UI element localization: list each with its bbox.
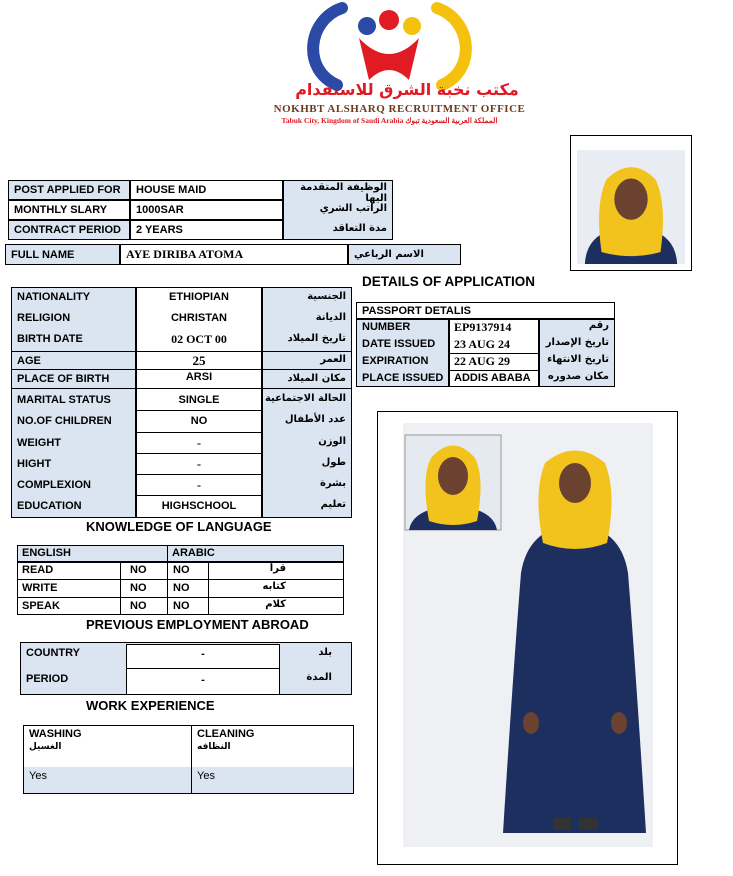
passport-row-value: 23 AUG 24	[454, 337, 511, 351]
full-name-label: FULL NAME	[5, 244, 120, 265]
passport-row-value: ADDIS ABABA	[454, 372, 531, 384]
full-name-value: AYE DIRIBA ATOMA	[120, 244, 348, 265]
personal-row-arabic: الديانة	[315, 312, 346, 323]
passport-title: PASSPORT DETALIS	[356, 302, 615, 319]
employment-heading: PREVIOUS EMPLOYMENT ABROAD	[86, 617, 309, 632]
passport-row-arabic: تاريخ الانتهاء	[547, 354, 609, 365]
personal-row-arabic: عدد الأطفال	[284, 414, 346, 425]
job-row-label: POST APPLIED FOR	[8, 180, 130, 200]
logo-english-name: NOKHBT ALSHARQ RECRUITMENT OFFICE	[273, 103, 526, 115]
employment-row-arabic: بلد	[318, 647, 332, 658]
passport-row-arabic: مكان صدوره	[547, 371, 609, 382]
full-name-arabic: الاسم الرباعي	[348, 244, 461, 265]
personal-row-label: WEIGHT	[17, 437, 61, 449]
personal-row-arabic: الوزن	[318, 436, 346, 447]
language-english-header: ENGLISH	[22, 547, 71, 559]
personal-row-label: EDUCATION	[17, 500, 82, 512]
logo-address: Tabuk City, Kingdom of Saudi Arabia المملكة العربية السعودية تبوك	[281, 116, 498, 125]
personal-row-label: BIRTH DATE	[17, 333, 83, 345]
experience-item-label: CLEANING	[197, 728, 255, 740]
employment-row-value: -	[201, 674, 205, 686]
personal-row-label: MARITAL STATUS	[17, 394, 111, 406]
language-row-label: READ	[22, 564, 54, 576]
passport-row-label: PLACE ISSUED	[362, 372, 444, 384]
job-row-label: MONTHLY SLARY	[8, 200, 130, 220]
experience-heading: WORK EXPERIENCE	[86, 698, 215, 713]
experience-item-arabic: النظافه	[197, 742, 231, 752]
personal-row-value: ARSI	[185, 371, 213, 383]
employment-row-label: PERIOD	[26, 673, 69, 685]
applicant-portrait-photo	[577, 146, 685, 268]
job-row-arabic: الوظيفة المتقدمة اليها	[300, 182, 387, 204]
language-row-label: SPEAK	[22, 600, 60, 612]
experience-item-value: Yes	[197, 770, 215, 782]
employment-row-value: -	[201, 648, 205, 660]
personal-row-label: NO.OF CHILDREN	[17, 415, 112, 427]
passport-row-label: DATE ISSUED	[362, 338, 436, 350]
personal-row-label: PLACE OF BIRTH	[17, 373, 110, 385]
logo-arabic-name: مكتب نخبة الشرق للاستقدام	[295, 80, 519, 99]
passport-photo-frame	[570, 135, 692, 271]
passport-row-label: NUMBER	[362, 321, 411, 333]
personal-row-value: 02 OCT 00	[171, 332, 227, 346]
personal-row-arabic: تعليم	[320, 499, 346, 510]
job-row-arabic: الراتب الشري	[319, 203, 387, 214]
personal-row-label: HIGHT	[17, 458, 52, 470]
job-row-value: 2 YEARS	[130, 220, 283, 240]
experience-item-value: Yes	[29, 770, 47, 782]
personal-row-arabic: الجنسية	[307, 291, 346, 302]
passport-row-value: 22 AUG 29	[454, 354, 511, 368]
passport-row-value: EP9137914	[454, 320, 512, 334]
job-row-arabic: مدة التعاقد	[332, 223, 387, 234]
personal-row-value: CHRISTAN	[170, 312, 227, 324]
personal-row-arabic: الحالة الاجتماعية	[264, 393, 346, 404]
personal-row-arabic: طول	[321, 457, 346, 468]
logo	[237, 0, 542, 128]
language-english-value: NO	[130, 600, 147, 612]
passport-row-arabic: تاريخ الإصدار	[545, 337, 609, 348]
logo-emblem-icon	[237, 0, 542, 92]
language-row-label: WRITE	[22, 582, 58, 594]
personal-row-arabic: مكان الميلاد	[287, 373, 346, 384]
personal-row-label: AGE	[17, 355, 41, 367]
personal-row-label: NATIONALITY	[17, 291, 91, 303]
personal-row-value: SINGLE	[178, 394, 220, 406]
passport-row-arabic: رقم	[588, 320, 609, 331]
language-arabic-label: كتابه	[262, 581, 286, 592]
language-arabic-value: NO	[173, 582, 190, 594]
employment-row-label: COUNTRY	[26, 647, 80, 659]
personal-row-arabic: تاريخ الميلاد	[287, 333, 346, 344]
personal-row-arabic: العمر	[320, 354, 346, 365]
full-body-photo-frame	[377, 411, 678, 865]
job-row-label: CONTRACT PERIOD	[8, 220, 130, 240]
personal-row-value: HIGHSCHOOL	[161, 500, 237, 512]
personal-row-value: -	[197, 478, 201, 492]
employment-row-arabic: المدة	[306, 672, 332, 683]
language-english-value: NO	[130, 564, 147, 576]
personal-row-arabic: بشرة	[319, 478, 346, 489]
personal-row-value: -	[197, 457, 201, 471]
language-arabic-header: ARABIC	[172, 547, 215, 559]
personal-row-value: ETHIOPIAN	[169, 291, 229, 303]
applicant-full-body-photo	[403, 423, 653, 847]
personal-row-value: -	[197, 436, 201, 450]
language-arabic-value: NO	[173, 600, 190, 612]
experience-item-label: WASHING	[29, 728, 82, 740]
language-english-value: NO	[130, 582, 147, 594]
experience-item-arabic: الغسيل	[29, 742, 62, 752]
language-arabic-label: قرأ	[269, 563, 286, 574]
personal-row-value: NO	[190, 415, 208, 427]
language-heading: KNOWLEDGE OF LANGUAGE	[86, 519, 272, 534]
job-row-value: 1000SAR	[130, 200, 283, 220]
language-arabic-label: كلام	[265, 599, 286, 610]
language-arabic-value: NO	[173, 564, 190, 576]
personal-row-value: 25	[192, 353, 206, 368]
job-row-value: HOUSE MAID	[130, 180, 283, 200]
personal-row-label: COMPLEXION	[17, 479, 91, 491]
personal-row-label: RELIGION	[17, 312, 71, 324]
details-heading: DETAILS OF APPLICATION	[362, 274, 535, 289]
passport-row-label: EXPIRATION	[362, 355, 429, 367]
